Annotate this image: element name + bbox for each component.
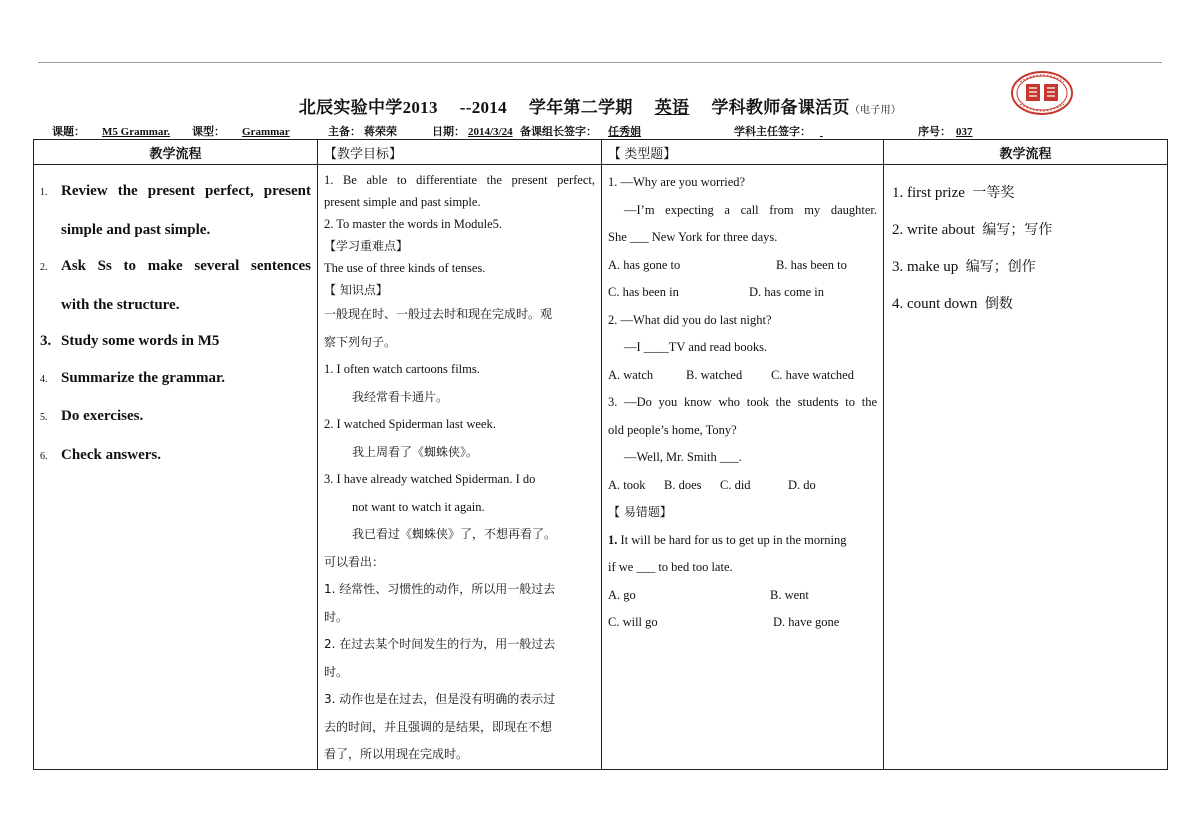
- lesson-value: M5 Grammar.: [102, 126, 171, 138]
- error-heading: 【 易错题】: [608, 505, 672, 519]
- lead-value: 蒋荣荣: [364, 126, 397, 138]
- intro-line: 一般现在时、一般过去时和现在完成时。观: [324, 307, 553, 321]
- list-item: 3. make up 编写；创作: [892, 259, 1036, 275]
- col2-heading: 【教学目标】: [318, 140, 602, 165]
- list-item: 3. Study some words in M5: [40, 333, 220, 349]
- list-item: 1. first prize 一等奖: [892, 185, 1015, 201]
- date-label: 日期：: [432, 126, 465, 138]
- example-sentence: 1. I often watch cartoons films.: [324, 362, 480, 376]
- example-sentence: 2. I watched Spiderman last week.: [324, 417, 496, 431]
- type-value: Grammar: [242, 126, 290, 138]
- group-leader-label: 备课组长签字：: [520, 126, 597, 138]
- school-name: 北辰实验中学: [298, 98, 403, 117]
- example-translation: 我经常看卡通片。: [352, 389, 449, 404]
- top-rule: [38, 62, 1162, 63]
- key-points-heading: 【学习重难点】: [324, 239, 409, 253]
- goal-line: present simple and past simple.: [324, 195, 481, 209]
- options-row: A. has gone to B. has been to: [608, 257, 847, 272]
- list-item: 5. Do exercises.: [40, 408, 144, 424]
- question-line: 1. It will be hard for us to get up in the morning: [608, 532, 847, 547]
- goal-line: 1. Be able to differentiate the present perfect,: [324, 173, 595, 187]
- rule-line: 看了，所以用现在完成时。: [324, 747, 469, 761]
- knowledge-heading: 【 知识点】: [324, 283, 388, 297]
- options-row: A. took B. does C. did D. do: [608, 477, 816, 492]
- lead-label: 主备：: [328, 126, 361, 138]
- key-points-text: The use of three kinds of tenses.: [324, 261, 486, 275]
- rule-line: 时。: [324, 664, 349, 679]
- intro-line: 察下列句子。: [324, 334, 397, 349]
- list-item: 4. Summarize the grammar.: [40, 369, 225, 386]
- serial-label: 序号：: [918, 126, 951, 138]
- director-label: 学科主任签字：: [734, 126, 811, 138]
- title-note: （电子用）: [849, 105, 902, 116]
- question-line: —I’m expecting a call from my daughter.: [624, 202, 877, 217]
- page-name: 学科教师备课活页: [711, 98, 850, 117]
- example-translation: 我上周看了《蜘蛛侠》。: [352, 444, 479, 459]
- conclusion-label: 可以看出：: [324, 554, 385, 569]
- col1-heading: 教学流程: [34, 140, 318, 165]
- list-item: 2. Ask Ss to make several sentences: [40, 258, 311, 274]
- example-translation: 我已看过《蜘蛛侠》了，不想再看了。: [352, 527, 557, 541]
- question-line: 2. —What did you do last night?: [608, 312, 772, 327]
- goal-line: 2. To master the words in Module5.: [324, 217, 503, 231]
- options-row: A. watch B. watched C. have watched: [608, 367, 854, 382]
- list-item: 6. Check answers.: [40, 446, 161, 463]
- term: 学年第二学期: [528, 98, 633, 117]
- options-row: C. has been in D. has come in: [608, 285, 824, 299]
- meta-line: [52, 123, 1162, 139]
- teaching-process-column: [34, 165, 318, 770]
- question-line: 3. —Do you know who took the students to the: [608, 395, 877, 409]
- rule-line: 1. 经常性、习惯性的动作，所以用一般过去: [324, 582, 556, 596]
- question-line: if we ___ to bed too late.: [608, 560, 733, 574]
- col3-heading: 【 类型题】: [602, 140, 884, 165]
- list-item-cont: with the structure.: [61, 296, 180, 313]
- list-item: 1. Review the present perfect, present: [40, 183, 311, 199]
- objectives-column: [318, 165, 602, 770]
- question-line: old people’s home, Tony?: [608, 422, 737, 437]
- question-line: —Well, Mr. Smith ___.: [624, 450, 742, 464]
- subject: 英语: [654, 98, 690, 117]
- rule-line: 2. 在过去某个时间发生的行为，用一般过去: [324, 637, 556, 651]
- year-end: --2014: [459, 98, 507, 117]
- list-item: 4. count down 倒数: [892, 296, 1013, 312]
- example-sentence: not want to watch it again.: [352, 499, 485, 514]
- example-sentence: 3. I have already watched Spiderman. I do: [324, 472, 536, 486]
- vocabulary-column: [884, 165, 1168, 770]
- type-label: 课型：: [192, 126, 225, 138]
- question-line: She ___ New York for three days.: [608, 230, 778, 244]
- year-start: 2013: [402, 98, 438, 117]
- rule-line: 去的时间，并且强调的是结果，即现在不想: [324, 719, 553, 734]
- rule-line: 时。: [324, 609, 349, 624]
- question-line: —I ____TV and read books.: [624, 340, 768, 354]
- col4-heading: 教学流程: [884, 140, 1168, 165]
- lesson-plan-table: [33, 139, 1168, 770]
- school-seal-icon: [1010, 70, 1074, 116]
- options-row: C. will go D. have gone: [608, 615, 840, 629]
- options-row: A. go B. went: [608, 587, 809, 602]
- date-value: 2014/3/24: [468, 126, 513, 138]
- question-line: 1. —Why are you worried?: [608, 175, 746, 189]
- lesson-label: 课题：: [52, 126, 85, 138]
- list-item-cont: simple and past simple.: [61, 221, 211, 238]
- rule-line: 3. 动作也是在过去，但是没有明确的表示过: [324, 692, 556, 706]
- group-leader-signature: 任秀娟: [608, 126, 641, 138]
- list-item: 2. write about 编写；写作: [892, 222, 1053, 238]
- exercises-column: [602, 165, 884, 770]
- serial-value: 037: [956, 126, 973, 138]
